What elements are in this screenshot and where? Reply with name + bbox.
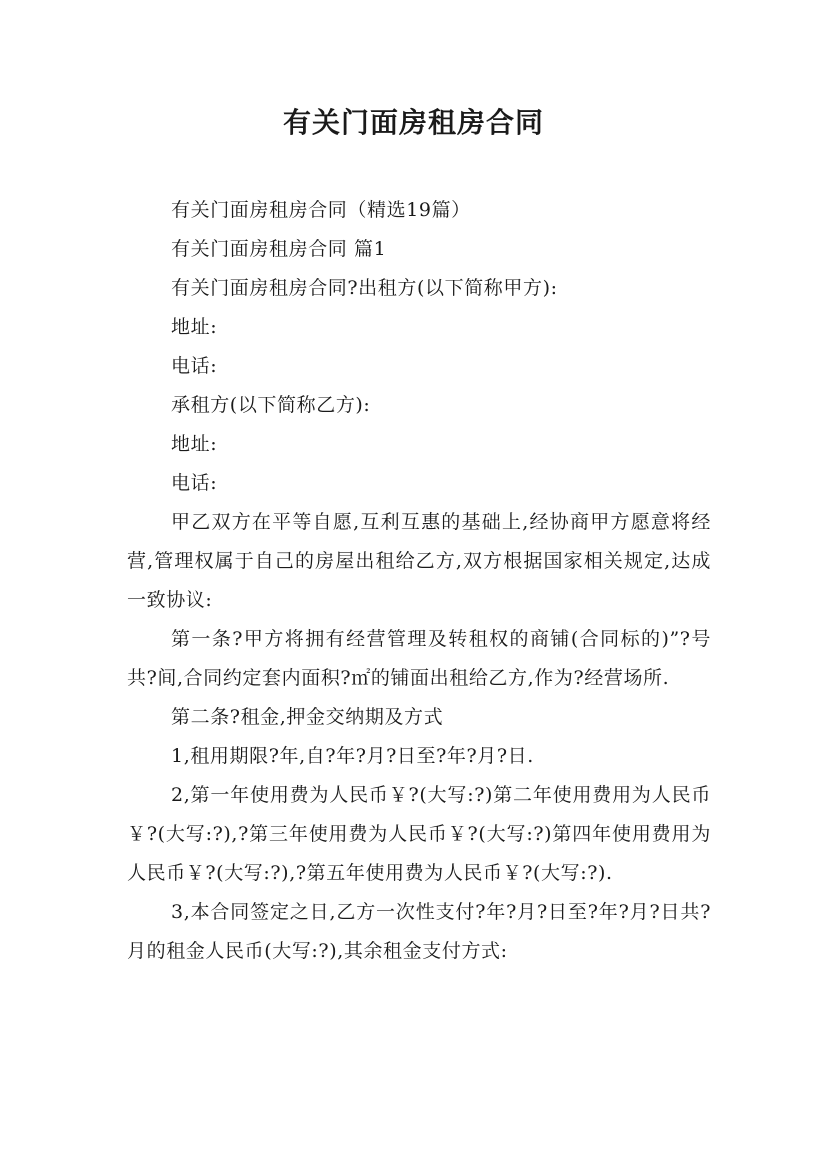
paragraph: 电话: — [171, 355, 218, 377]
paragraph: 3,本合同签定之日,乙方一次性支付?年?月?日至?年?月?日共?月的租金人民币(大写:?),其余租金支付方式: — [127, 901, 711, 962]
paragraph: 2,第一年使用费为人民币￥?(大写:?)第二年使用费用为人民币￥?(大写:?),?第三年使用费为人民币￥?(大写:?)第四年使用费用为人民币￥?(大写:?),?第五年使用费为人民币￥?(大写:?). — [127, 784, 711, 884]
paragraph: 电话: — [171, 472, 218, 494]
paragraph: 有关门面房租房合同 篇1 — [171, 238, 387, 260]
paragraph: 地址: — [171, 433, 218, 455]
paragraph: 第一条?甲方将拥有经营管理及转租权的商铺(合同标的)”?号共?间,合同约定套内面积?㎡的铺面出租给乙方,作为?经营场所. — [127, 628, 711, 689]
paragraph: 地址: — [171, 316, 218, 338]
paragraph: 第二条?租金,押金交纳期及方式 — [171, 706, 444, 728]
paragraph: 承租方(以下简称乙方): — [171, 394, 371, 416]
paragraph: 1,租用期限?年,自?年?月?日至?年?月?日. — [171, 745, 534, 767]
paragraph: 有关门面房租房合同（精选19篇） — [171, 199, 471, 221]
paragraph: 甲乙双方在平等自愿,互利互惠的基础上,经协商甲方愿意将经营,管理权属于自己的房屋出租给乙方,双方根据国家相关规定,达成一致协议: — [127, 511, 711, 611]
document-title: 有关门面房租房合同 — [282, 106, 544, 139]
document-body — [127, 191, 711, 971]
paragraph: 有关门面房租房合同?出租方(以下简称甲方): — [171, 277, 558, 299]
